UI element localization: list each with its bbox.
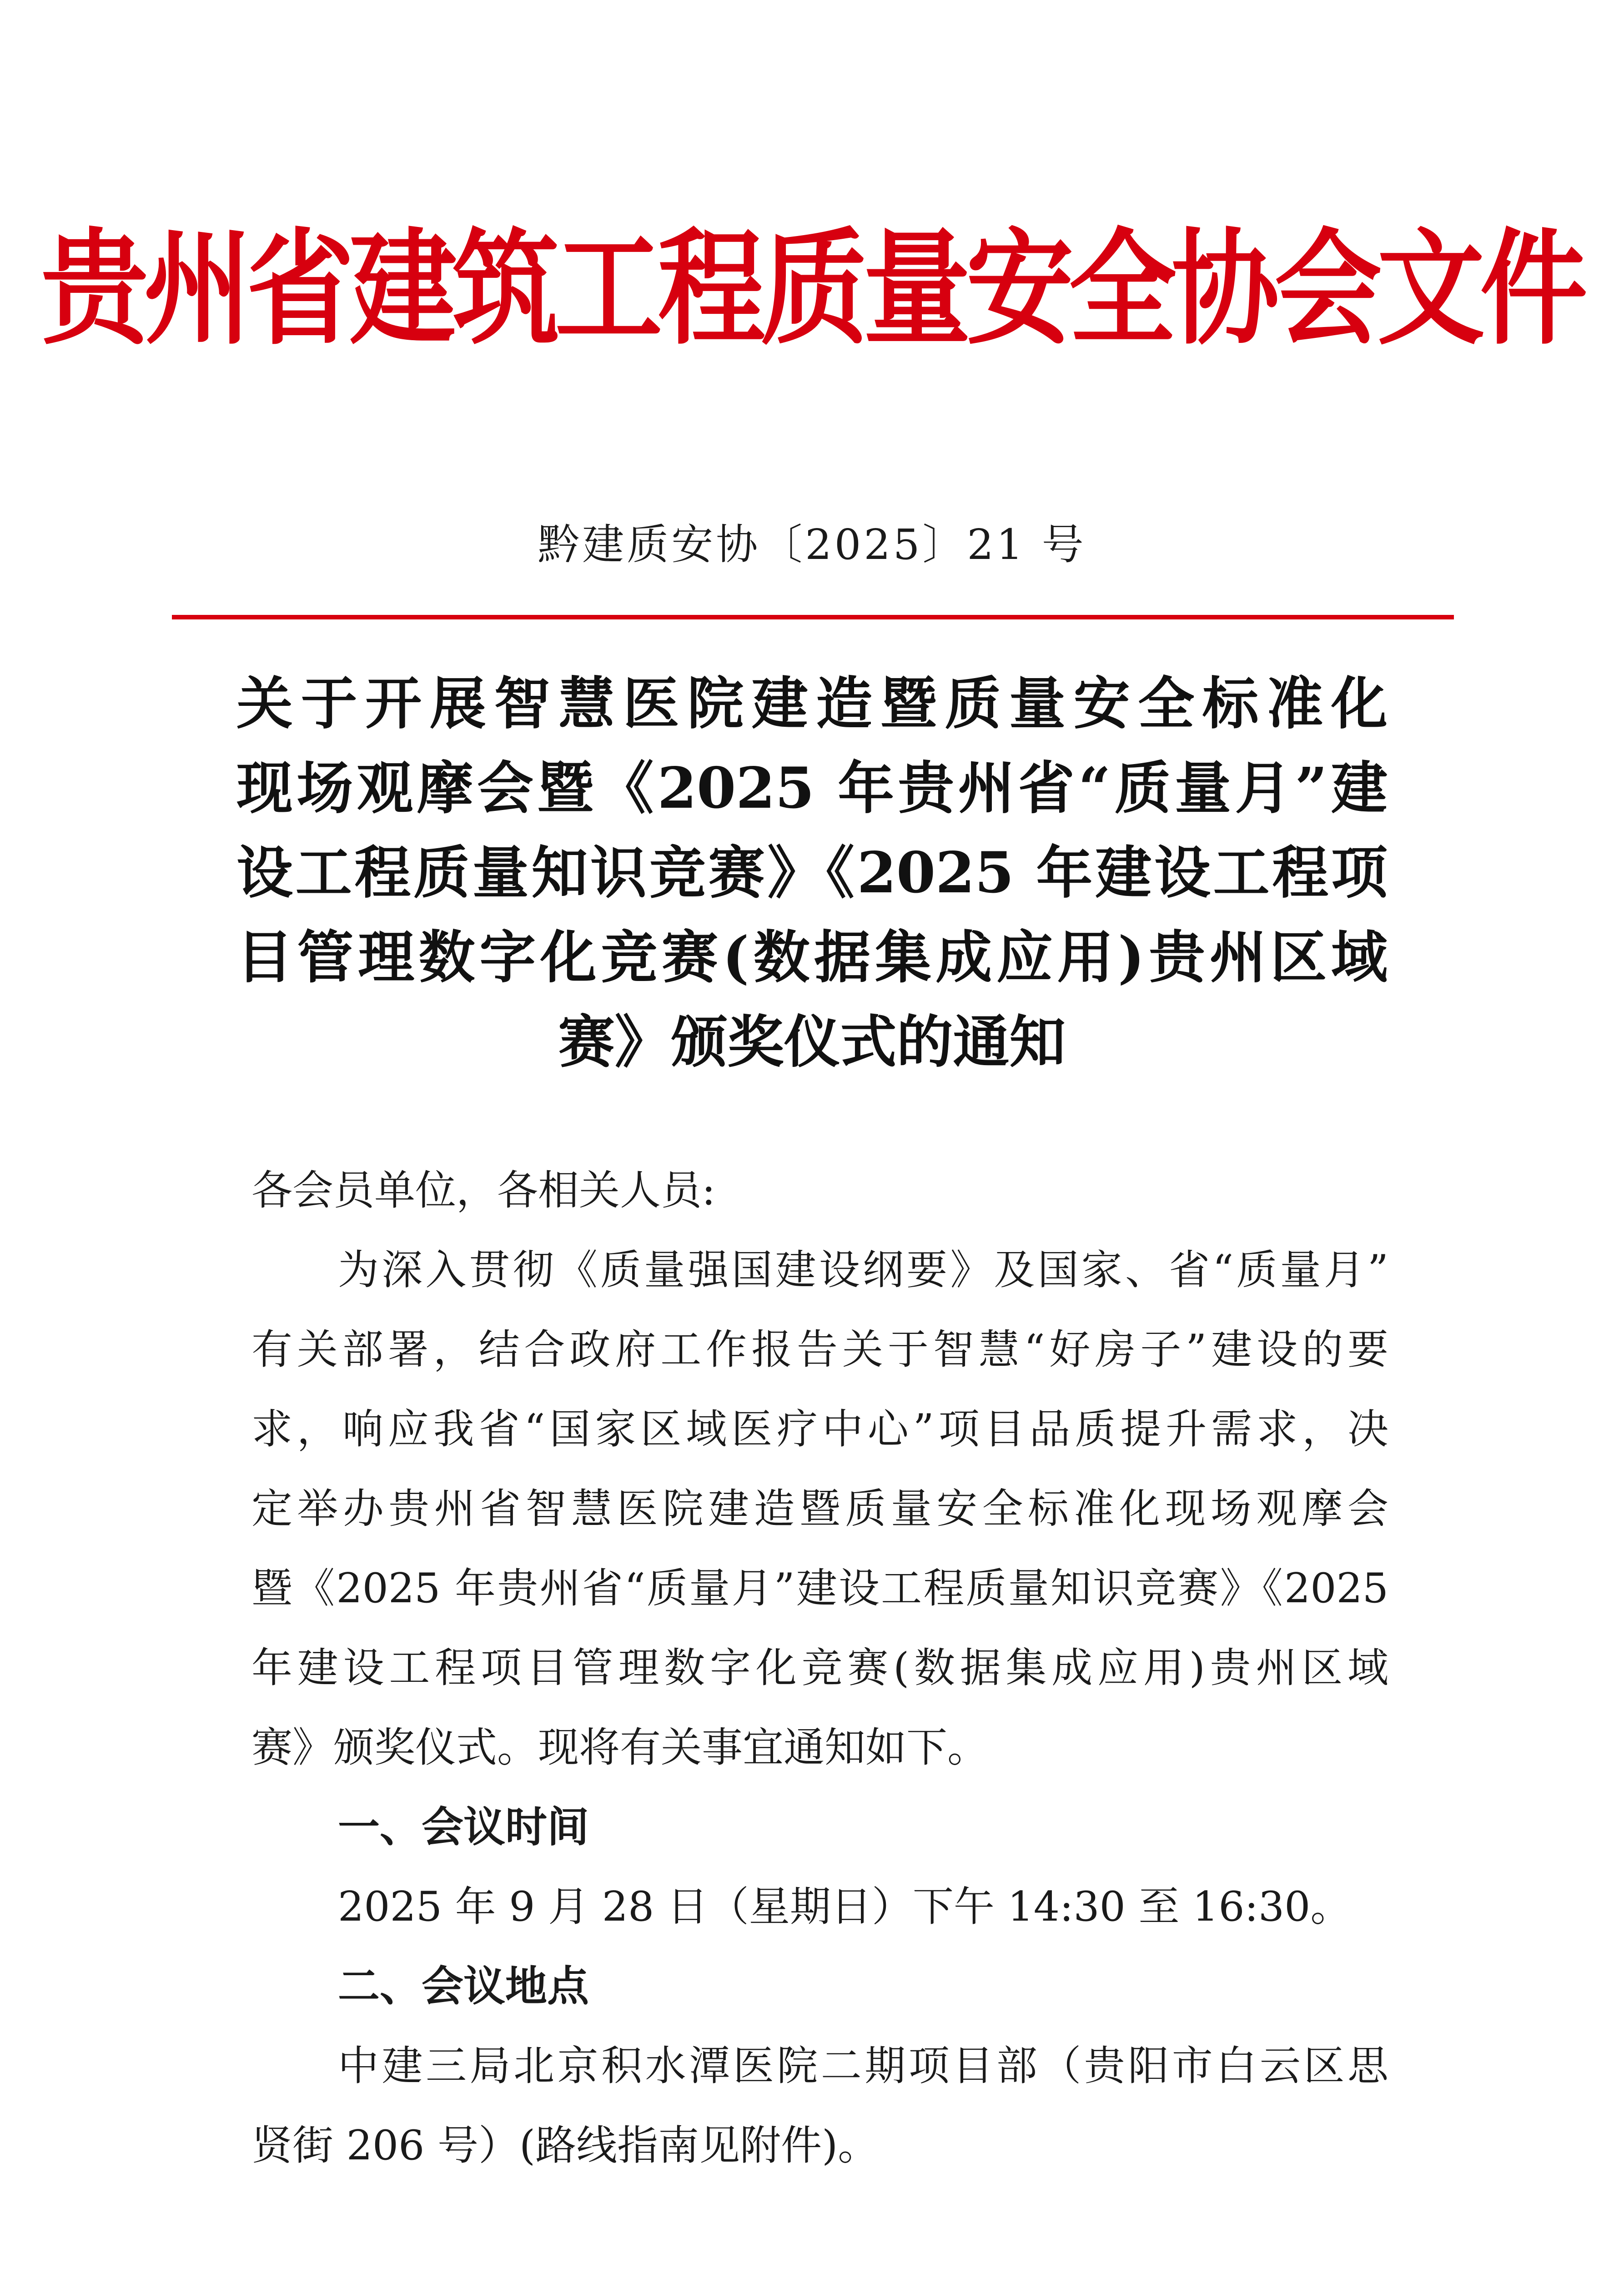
body-paragraph-line: 求，响应我省“国家区域医疗中心”项目品质提升需求，决 xyxy=(251,1405,1388,1453)
notice-body xyxy=(251,1151,1388,2185)
section-heading-location: 二、会议地点 xyxy=(338,1962,589,2011)
notice-title xyxy=(236,662,1388,1085)
body-paragraph-line: 定举办贵州省智慧医院建造暨质量安全标准化现场观摩会 xyxy=(251,1485,1388,1533)
notice-title-line: 赛》颁奖仪式的通知 xyxy=(558,1009,1066,1075)
meeting-location-text: 中建三局北京积水潭医院二期项目部（贵阳市白云区思 xyxy=(338,2042,1388,2090)
meeting-time-text: 2025 年 9 月 28 日（星期日）下午 14:30 至 16:30。 xyxy=(338,1883,1352,1931)
document-header-title: 贵州省建筑工程质量安全协会文件 xyxy=(41,215,1583,362)
notice-title-line: 设工程质量知识竞赛》《2025 年建设工程项 xyxy=(236,840,1388,906)
meeting-location-text: 贤街 206 号）(路线指南见附件)。 xyxy=(251,2122,879,2169)
notice-title-line: 关于开展智慧医院建造暨质量安全标准化 xyxy=(236,671,1388,737)
notice-title-line: 现场观摩会暨《2025 年贵州省“质量月”建 xyxy=(236,755,1388,821)
body-paragraph-line: 赛》颁奖仪式。现将有关事宜通知如下。 xyxy=(251,1724,988,1771)
section-heading-time: 一、会议时间 xyxy=(338,1803,589,1851)
body-paragraph-line: 年建设工程项目管理数字化竞赛(数据集成应用)贵州区域 xyxy=(251,1644,1388,1692)
red-divider-line xyxy=(172,615,1454,619)
body-paragraph-line: 有关部署，结合政府工作报告关于智慧“好房子”建设的要 xyxy=(251,1326,1388,1373)
notice-title-line: 目管理数字化竞赛(数据集成应用)贵州区域 xyxy=(236,925,1388,991)
document-number: 黔建质安协〔2025〕21 号 xyxy=(538,520,1086,569)
body-paragraph-line: 为深入贯彻《质量强国建设纲要》及国家、省“质量月” xyxy=(338,1246,1388,1294)
salutation: 各会员单位，各相关人员: xyxy=(251,1167,716,1214)
body-paragraph-line: 暨《2025 年贵州省“质量月”建设工程质量知识竞赛》《2025 xyxy=(251,1565,1388,1612)
